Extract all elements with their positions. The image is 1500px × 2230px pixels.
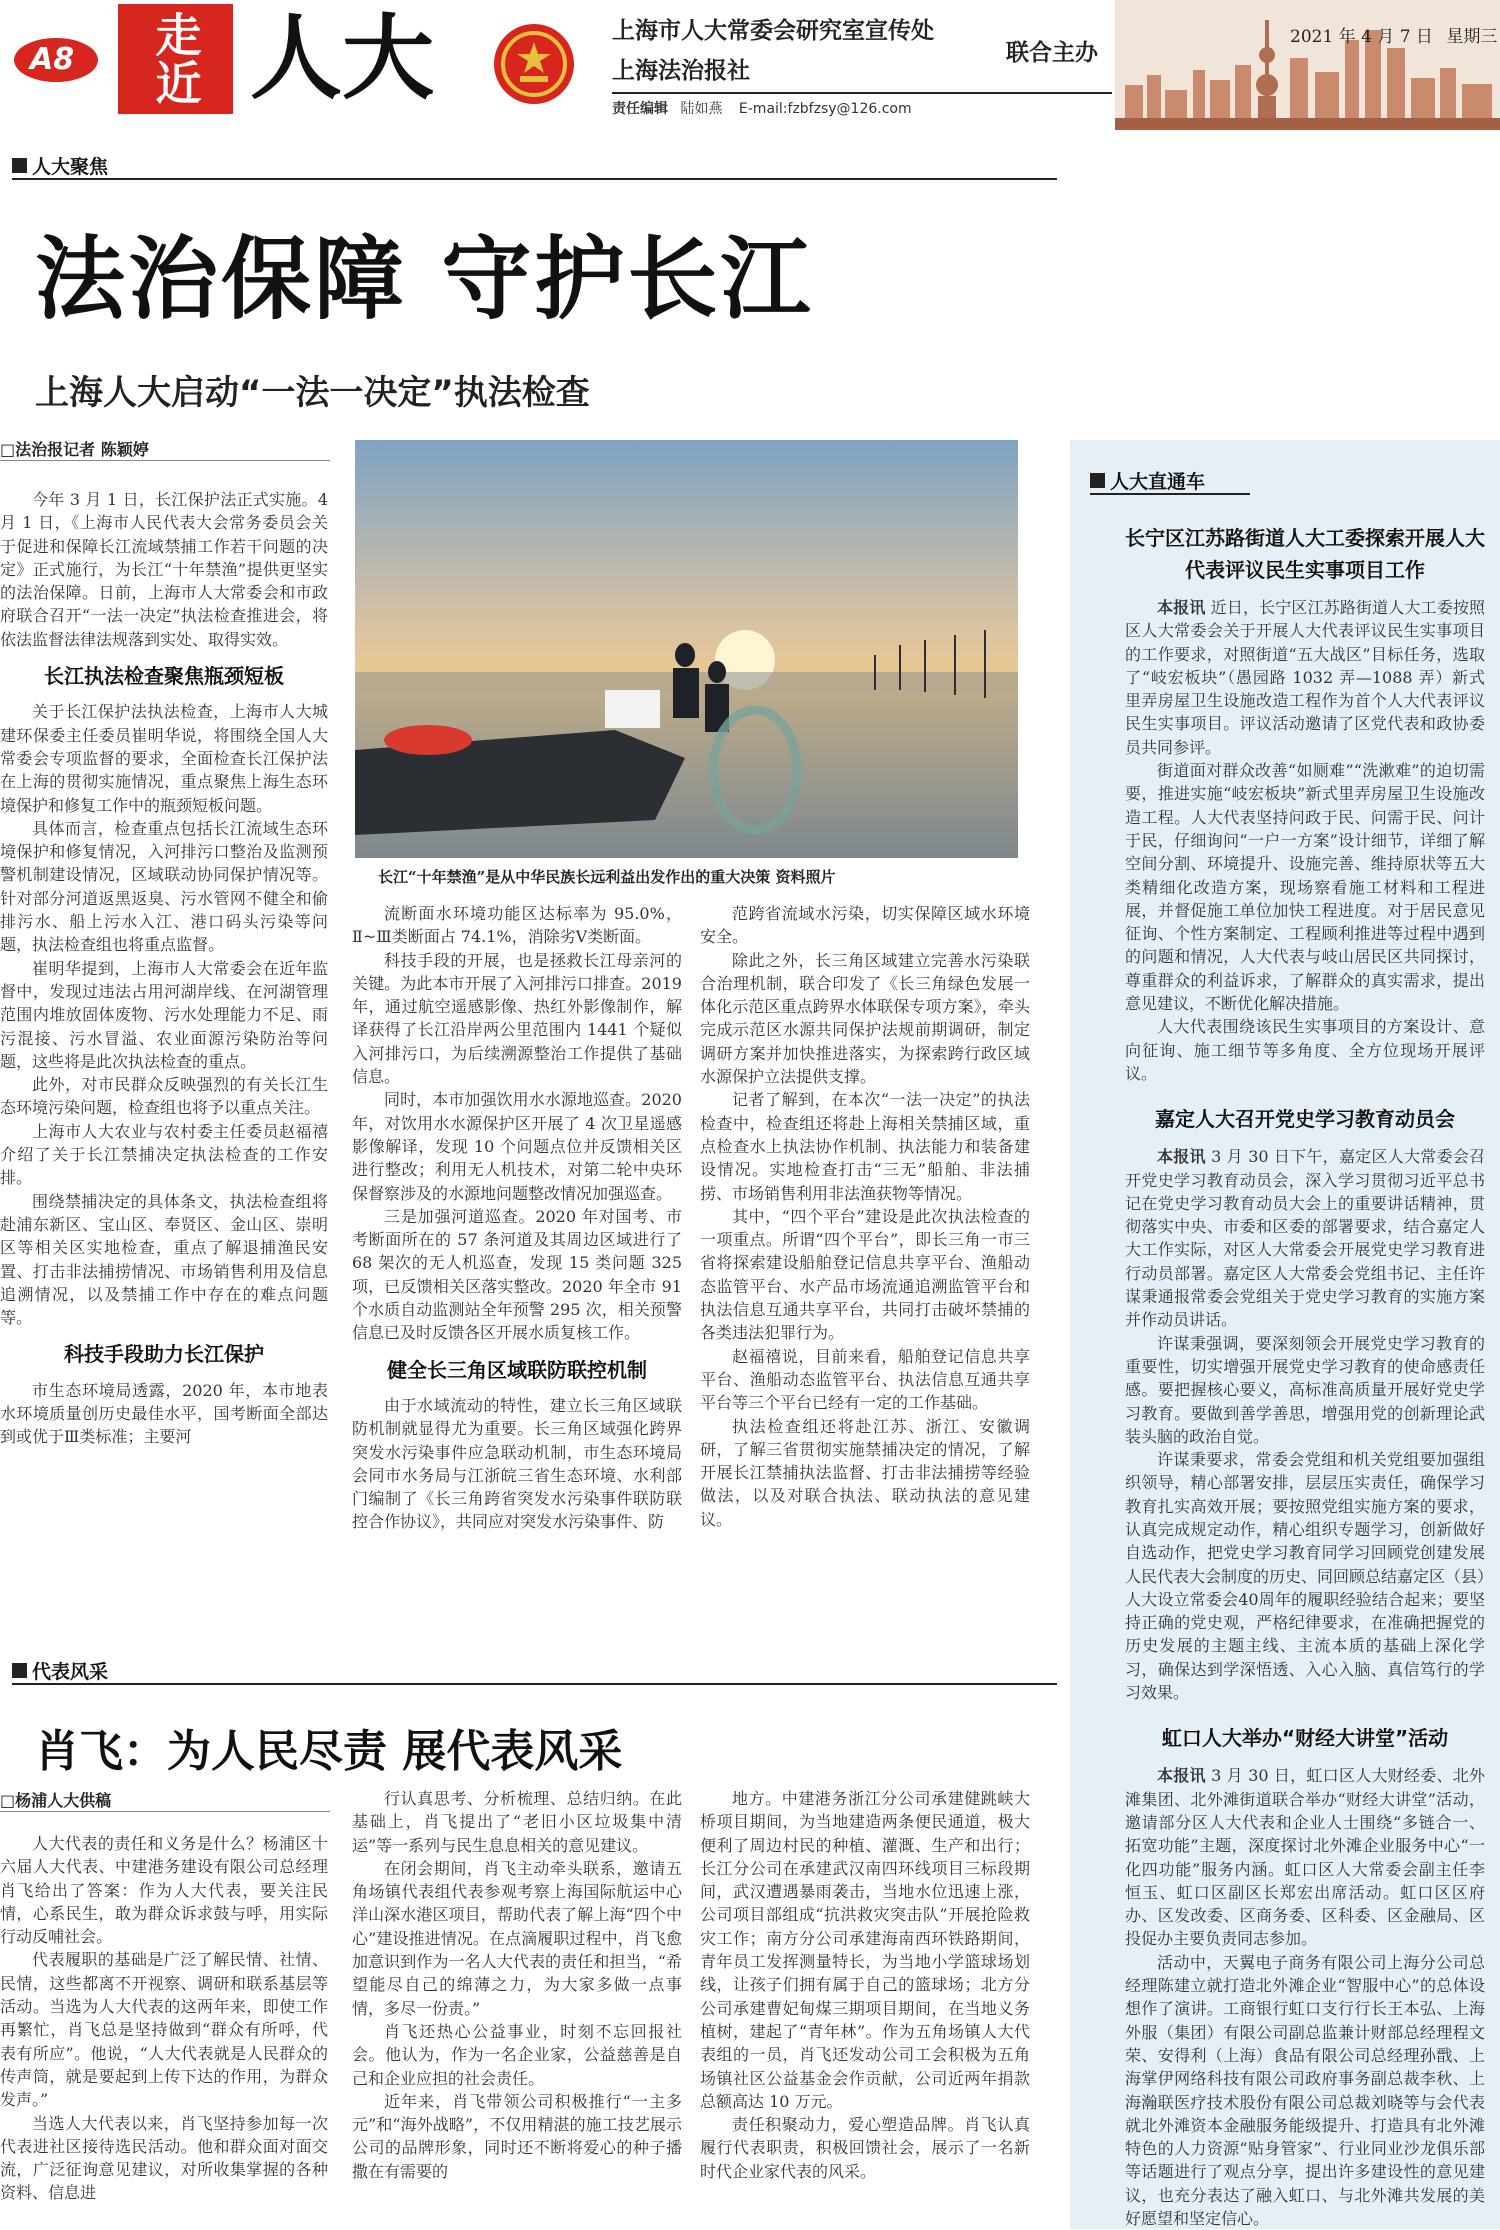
masthead [0, 0, 1500, 135]
text: 3 月 30 日，虹口区人大财经委、北外滩集团、北外滩街道联合举办“财经大讲堂”活动，邀请部分区人大代表和企业人士围绕“多链合一、拓宽功能”主题，深度探讨北外滩企业服务中心“一化四功能”服务内涵。虹口区人大常委会副主任李恒玉、虹口区副区长郑宏出席活动。虹口区区府办、区发改委、区商务委、区科委、区金融局、区投促办主要负责同志参加。 [1125, 1766, 1485, 1949]
section-square-icon [12, 1663, 27, 1678]
paragraph [0, 957, 328, 1073]
paragraph [352, 1088, 682, 1204]
brand-right: 人大 [250, 5, 435, 112]
text: 同时，本市加强饮用水水源地巡查。2020 年，对饮用水水源保护区开展了 4 次卫星遥感影像解译，发现 10 个问题点位并反馈相关区进行整改；利用无人机技术，对第二轮中央环保督察涉及的水源地问题整改情况加强巡查。 [352, 1090, 682, 1203]
section-tag-label: 人大直通车 [1110, 470, 1206, 493]
subhead [0, 1343, 328, 1366]
text: 人大代表的责任和义务是什么？杨浦区十六届人大代表、中建港务建设有限公司总经理肖飞给出了答案：作为人大代表，要关注民情，心系民生，敢为群众诉求鼓与呼，用实际行动反哺社会。 [0, 1834, 328, 1947]
text: 活动中，天翼电子商务有限公司上海分公司总经理陈建立就打造北外滩企业“智服中心”的总体设想作了演讲。工商银行虹口支行行长王本弘、上海外服（集团）有限公司副总监兼计财部总经理程文荣、安得利（上海）食品有限公司总经理孙戬、上海掌伊网络科技有限公司政府事务副总裁李秋、上海瀚联医疗技术股份有限公司总裁刘晓等与会代表就北外滩资本金融服务能级提升、打造具有北外滩特色的人力资源“贴身管家”、行业同业沙龙俱乐部等话题进行了观点分享，提出许多建设性的意见建议，也充分表达了融入虹口、与北外滩共发展的美好愿望和坚定信心。 [1125, 1952, 1485, 2228]
section-square-icon [12, 158, 27, 173]
rep-column-3 [700, 1787, 1030, 2222]
brand-left-box [118, 4, 233, 114]
focus-column-3 [700, 902, 1030, 1662]
text: 今年 3 月 1 日，长江保护法正式实施。4 月 1 日，《上海市人民代表大会常务委员会关于促进和保障长江流域禁捕工作若干问题的决定》正式施行，为长江“十年禁渔”提供更坚实的法治保障。日前，上海市人大常委会和市政府联合召开“一法一决定”执法检查推进会，将依法监督法律法规落到实处、取得实效。 [0, 490, 328, 649]
rep-column-2 [352, 1787, 682, 2222]
rep-headline: 肖飞：为人民尽责 展代表风采 [35, 1726, 623, 1777]
date-line [1290, 22, 1497, 47]
text: 此外，对市民群众反映强烈的有关长江生态环境污染问题，检查组也将予以重点关注。 [0, 1075, 328, 1118]
paragraph [1125, 1332, 1485, 1448]
text: 围绕禁捕决定的具体条文，执法检查组将赴浦东新区、宝山区、奉贤区、金山区、崇明区等相关区实地检查，重点了解退捕渔民安置、打击非法捕捞情况、市场销售利用及信息追溯情况，以及禁捕工作中存在的难点问题等。 [0, 1191, 328, 1328]
paragraph [1125, 1448, 1485, 1704]
issue-weekday: 星期三 [1446, 27, 1498, 47]
rep-column-1 [0, 1832, 328, 2222]
sidebar-article3-body [1125, 1764, 1485, 2230]
text: 近日，长宁区江苏路街道人大工委按照区人大常委会关于开展人大代表评议民生实事项目的工作要求，对照街道“五大战区”目标任务，选取了“岐宏板块”（愚园路 1032 弄—1088 弄）新式里弄房屋卫生设施改造工程作为首个人大代表评议民生实事项目。评议活动邀请了区党代表和政协委员共同参评。 [1125, 598, 1485, 757]
sidebar-article2-body [1125, 1145, 1485, 1704]
text: 其中，“四个平台”建设是此次执法检查的一项重点。所谓“四个平台”，即长三角一市三省将探索建设船舶登记信息共享平台、渔船动态监管平台、水产品市场流通追溯监管平台和执法信息互通共享平台，共同打击破坏禁捕的各类违法犯罪行为。 [700, 1206, 1030, 1343]
text: 科技手段助力长江保护 [64, 1342, 264, 1367]
paragraph [0, 817, 328, 957]
paragraph [700, 949, 1030, 1089]
sidebar-article1-title: 长宁区江苏路街道人大工委探索开展人大代表评议民生实事项目工作 [1125, 526, 1485, 582]
text: 近年来，肖飞带领公司积极推行“一主多元”和“海外战略”，不仅用精湛的施工技艺展示公司的品牌形象，同时还不断将爱心的种子播撒在有需要的 [352, 2091, 682, 2181]
co-host: 联合主办 [1006, 39, 1098, 66]
paragraph [1125, 1015, 1485, 1085]
issue-date: 2021 年 4 月 7 日 [1290, 27, 1433, 47]
text: 健全长三角区域联防联控机制 [387, 1357, 647, 1382]
text: 上海市人大农业与农村委主任委员赵福禧介绍了关于长江禁捕决定执法检查的工作安排。 [0, 1121, 328, 1188]
paragraph [1125, 1764, 1485, 1950]
paragraph [700, 2113, 1030, 2183]
focus-column-2 [352, 902, 682, 1662]
national-emblem [490, 20, 578, 108]
section-rule [1090, 493, 1250, 495]
text: 街道面对群众改善“如厕难”“洗漱难”的迫切需要，推进实施“岐宏板块”新式里弄房屋卫生设施改造工程。人大代表坚持问政于民、问需于民、问计于民，仔细询问“一户一方案”设计细节，详细了解空间分割、环境提升、设施完善、维持原状等五大类精细化改造方案，现场察看施工材料和工程进展，并督促施工单位加快工程进度。对于居民意见征询、个性方案制定、工程顾利推进等过程中遇到的问题和情况，人大代表与岐山居民区共同探讨，尊重群众的利益诉求，了解群众的真实需求，提出意见建议，不断优化解决措施。 [1125, 761, 1485, 1014]
section-tag-rep [12, 1655, 1057, 1685]
byline: □法治报记者 陈颖婷 [0, 440, 149, 459]
paragraph [0, 2112, 328, 2205]
paragraph [0, 1379, 328, 1449]
paragraph [352, 949, 682, 1089]
paragraph [1125, 1951, 1485, 2230]
paragraph [0, 488, 328, 651]
paragraph [700, 1787, 1030, 2113]
paragraph [0, 1190, 328, 1330]
masthead-rule [612, 92, 1112, 94]
paragraph [1125, 596, 1485, 759]
paragraph [1125, 1145, 1485, 1331]
paragraph [352, 2020, 682, 2090]
text: 代表履职的基础是广泛了解民情、社情、民情，这些都离不开视察、调研和联系基层等活动。当选为人大代表的这两年来，即使工作再繁忙，肖飞总是坚持做到“群众有所呼，代表有所应”。他说，“人大代表就是人民群众的传声筒，就是要起到上传下达的作用，为群众发声。” [0, 1950, 328, 2110]
focus-column-1 [0, 488, 328, 1648]
paragraph [700, 1415, 1030, 1531]
paragraph [352, 1394, 682, 1534]
lead-photo [355, 440, 1018, 858]
rep-byline-rule [0, 1811, 330, 1812]
text: 市生态环境局透露，2020 年，本市地表水环境质量创历史最佳水平，国考断面全部达到或优于Ⅲ类标准；主要河 [0, 1380, 328, 1447]
text: 许谋秉强调，要深刻领会开展党史学习教育的重要性，切实增强开展党史学习教育的使命感责任感。要把握核心要义，高标准高质量开展好党史学习教育。要做到善学善思，增强用党的创新理论武装头脑的政治自觉。 [1125, 1333, 1485, 1446]
dateline: 本报讯 [1157, 1147, 1206, 1167]
paragraph [0, 1073, 328, 1120]
skyline-illustration [1115, 0, 1500, 130]
text: 行认真思考、分析梳理、总结归纳。在此基础上，肖飞提出了“老旧小区垃圾集中清运”等一系列与民生息息相关的意见建议。 [352, 1789, 682, 1855]
text: 长江执法检查聚焦瓶颈短板 [44, 664, 284, 689]
dateline: 本报讯 [1157, 598, 1206, 617]
editor-label: 责任编辑 [612, 101, 668, 117]
brand-left: 走近 [148, 11, 203, 107]
section-tag-label: 代表风采 [32, 1660, 109, 1683]
section-rule [12, 178, 1057, 180]
paragraph [352, 902, 682, 949]
text: 除此之外，长三角区域建立完善水污染联合治理机制，联合印发了《长三角绿色发展一体化示范区重点跨界水体联保专项方案》，牵头完成示范区水源共同保护法规前期调研，制定调研方案并加快推进落实，为探索跨行政区域水源保护立法提供支撑。 [700, 950, 1030, 1087]
sidebar-article3-title: 虹口人大举办“财经大讲堂”活动 [1161, 1726, 1449, 1751]
byline-rule [0, 460, 330, 461]
section-tag-sidebar [1090, 465, 1250, 495]
page-number-badge [12, 28, 100, 88]
page-number: A8 [30, 42, 75, 77]
text: 肖飞还热心公益事业，时刻不忘回报社会。他认为，作为一名企业家，公益慈善是自己和企业应担的社会责任。 [352, 2021, 682, 2088]
paragraph [352, 1205, 682, 1345]
text: 范跨省流域水污染，切实保障区域水环境安全。 [700, 904, 1030, 947]
paragraph [700, 1205, 1030, 1345]
text: 地方。中建港务浙江分公司承建健跳峡大桥项目期间，为当地建造两条便民通道，极大便利了周边村民的种植、灌溉、生产和出行；长江分公司在承建武汉南四环线项目三标段期间，武汉遭遇暴雨袭击，当地水位迅速上涨，公司项目部组成“抗洪救灾突击队”开展抢险救灾工作；南方分公司承建海南西环铁路期间，青年员工发挥测量特长，为当地小学篮球场划线，让孩子们拥有属于自己的篮球场；北方分公司承建曹妃甸煤三期项目期间，在当地义务植树，建起了“青年林”。作为五角场镇人大代表组的一员，肖飞还发动公司工会积极为五角场镇社区公益基金会作贡献，公司近两年捐款总额高达 10 万元。 [700, 1789, 1030, 2111]
paragraph [352, 1787, 682, 1857]
paragraph [700, 1345, 1030, 1415]
text: 科技手段的开展，也是拯救长江母亲河的关键。为此本市开展了入河排污口排查。2019 年，通过航空遥感影像、热红外影像制作，解译获得了长江沿岸两公里范围内 1441 个疑似入河排污口，为后续溯源整治工作提供了基础信息。 [352, 950, 682, 1087]
subhead [352, 1359, 682, 1382]
paragraph [0, 1832, 328, 1948]
paragraph [700, 902, 1030, 949]
rep-byline: □杨浦人大供稿 [0, 1791, 112, 1810]
photo-caption: 长江“十年禁渔”是从中华民族长远利益出发作出的重大决策 资料照片 [378, 868, 836, 886]
text: 3 月 30 日下午，嘉定区人大常委会召开党史学习教育动员会，深入学习贯彻习近平总书记在党史学习教育动员大会上的重要讲话精神，贯彻落实中央、市委和区委的部署要求，结合嘉定人大工作实际，对区人大常委会开展党史学习教育进行动员部署。嘉定区人大常委会党组书记、主任许谋秉通报常委会党组关于党史学习教育的实施方案并作动员讲话。 [1125, 1147, 1485, 1330]
fishing-boat-sunset-photo [355, 440, 1018, 858]
editor-email: E-mail:fzbfzsy@126.com [738, 101, 912, 117]
section-rule [12, 1683, 1057, 1685]
paragraph [1125, 759, 1485, 1015]
section-square-icon [1090, 473, 1105, 488]
text: 崔明华提到，上海市人大常委会在近年监督中，发现过违法占用河湖岸线、在河湖管理范围内堆放固体废物、污水处理能力不足、雨污混接、污水冒溢、农业面源污染防治等问题，这些将是此次执法检查的重点。 [0, 958, 328, 1071]
text: 责任积聚动力，爱心塑造品牌。肖飞认真履行代表职责，积极回馈社会，展示了一名新时代企业家代表的风采。 [700, 2115, 1030, 2181]
text: 流断面水环境功能区达标率为 95.0%，Ⅱ~Ⅲ类断面占 74.1%，消除劣Ⅴ类断面。 [352, 904, 682, 947]
text: 三是加强河道巡查。2020 年对国考、市考断面所在的 57 条河道及其周边区域进行了 68 架次的无人机巡查，发现 15 类问题 325 项，已反馈相关区落实整改。2020 年全市 91 个水质自动监测站全年预警 295 次，相关预警信息已及时反馈各区开展水质复核工作。 [352, 1206, 682, 1343]
paragraph [700, 1088, 1030, 1204]
dateline: 本报讯 [1157, 1766, 1206, 1786]
text: 执法检查组还将赴江苏、浙江、安徽调研，了解三省贯彻实施禁捕决定的情况，了解开展长江禁捕执法监督、打击非法捕捞等经验做法，以及对联合执法、联动执法的意见建议。 [700, 1416, 1030, 1529]
main-headline: 法治保障 守护长江 [35, 227, 814, 332]
paragraph [0, 700, 328, 816]
paragraph [0, 1948, 328, 2111]
text: 由于水域流动的特性，建立长三角区域联防机制就显得尤为重要。长三角区域强化跨界突发水污染事件应急联动机制，市生态环境局会同市水务局与江浙皖三省生态环境、水利部门编制了《长三角跨省突发水污染事件联防联控合作协议》，共同应对突发水污染事件、防 [352, 1395, 682, 1532]
sidebar-article1-body [1125, 596, 1485, 1085]
section-tag-focus [12, 150, 1057, 180]
editor-line [612, 98, 912, 118]
text: 具体而言，检查重点包括长江流域生态环境保护和修复情况，入河排污口整治及监测预警机制建设情况，区域联动协同保护情况等。针对部分河道返黑返臭、污水管网不健全和偷排污水、船上污水入江、港口码头污染等问题，执法检查组也将重点监督。 [0, 818, 328, 955]
paragraph [352, 1857, 682, 2020]
text: 赵福禧说，目前来看，船舶登记信息共享平台、渔船动态监管平台、执法信息互通共享平台等三个平台已经有一定的工作基础。 [700, 1346, 1030, 1413]
text: 关于长江保护法执法检查，上海市人大城建环保委主任委员崔明华说，将围绕全国人大常委会专项监督的要求，全面检查长江保护法在上海的贯彻实施情况，重点聚焦上海生态环境保护和修复工作中的瓶颈短板问题。 [0, 702, 328, 815]
subhead [0, 665, 328, 688]
text: 人大代表围绕该民生实事项目的方案设计、意向征询、施工细节等多角度、全方位现场开展评议。 [1125, 1017, 1485, 1083]
org2: 上海法治报社 [612, 57, 750, 84]
section-tag-label: 人大聚焦 [32, 155, 109, 178]
sub-headline: 上海人大启动“一法一决定”执法检查 [35, 373, 590, 413]
text: 当选人大代表以来，肖飞坚持参加每一次代表进社区接待选民活动。他和群众面对面交流，广泛征询意见建议，对所收集掌握的各种资料、信息进 [0, 2113, 328, 2203]
text: 许谋秉要求，常委会党组和机关党组要加强组织领导，精心部署安排，层层压实责任，确保学习教育扎实高效开展；要按照党组实施方案的要求，认真完成规定动作，精心组织专题学习，创新做好自选动作，把党史学习教育同学习回顾党创建发展人民代表大会制度的历史、同回顾总结嘉定区（县）人大设立常委会40周年的履职经验结合起来；要坚持正确的党史观，严格纪律要求，在准确把握党的历史发展的主题主线、主流本质的基础上深化学习，确保达到学深悟透、入心入脑、真信笃行的学习效果。 [1125, 1450, 1486, 1703]
sidebar-articles [1125, 516, 1486, 2228]
org1: 上海市人大常委会研究室宣传处 [612, 17, 934, 44]
paragraph [352, 2090, 682, 2183]
sidebar-article2-title: 嘉定人大召开党史学习教育动员会 [1155, 1107, 1455, 1132]
editor-name: 陆如燕 [680, 101, 723, 117]
paragraph [0, 1120, 328, 1190]
text: 记者了解到，在本次“一法一决定”的执法检查中，检查组还将赴上海相关禁捕区域，重点检查水上执法协作机制、执法能力和装备建设情况。实地检查打击“三无”船舶、非法捕捞、市场销售利用非法渔获物等情况。 [700, 1090, 1030, 1203]
text: 在闭会期间，肖飞主动牵头联系，邀请五角场镇代表组代表参观考察上海国际航运中心洋山深水港区项目，帮助代表了解上海“四个中心”建设推进情况。在点滴履职过程中，肖飞愈加意识到作为一名人大代表的责任和担当，“希望能尽自己的绵薄之力，为大家多做一点事情，多尽一份责。” [352, 1858, 682, 2018]
